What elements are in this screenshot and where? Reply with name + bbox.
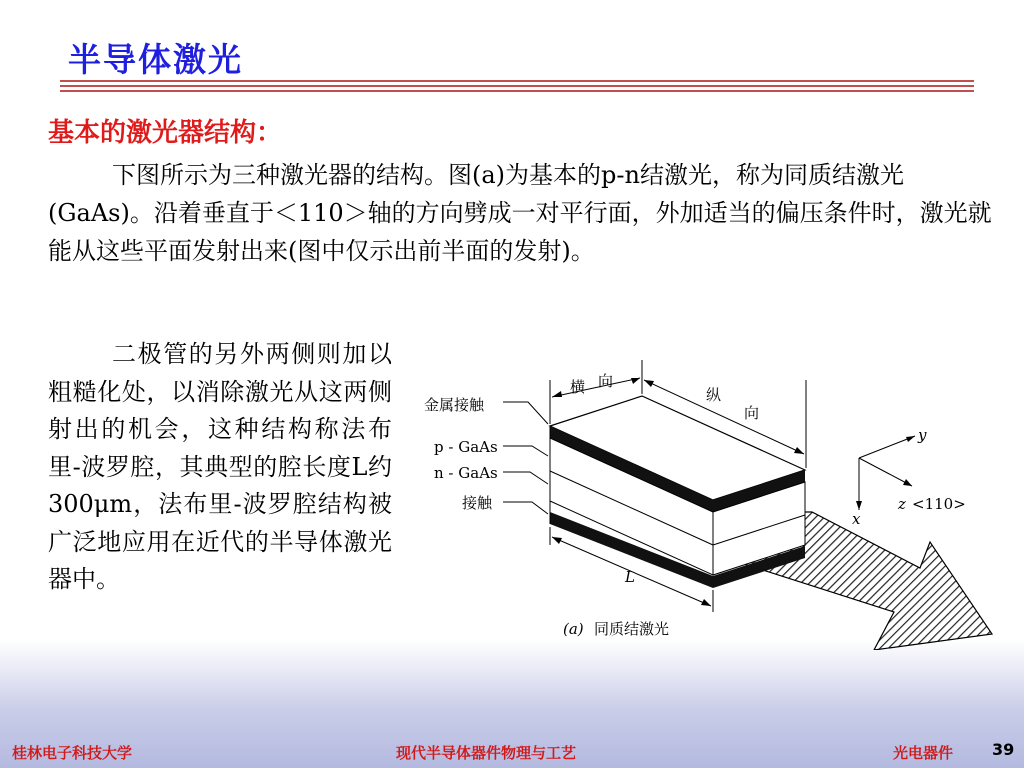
- figure-caption: 同质结激光: [594, 620, 670, 638]
- title-divider-line: [60, 80, 974, 82]
- slide-title: 半导体激光: [68, 40, 243, 79]
- label-n-gaas: n - GaAs: [434, 464, 498, 482]
- intro-paragraph: 下图所示为三种激光器的结构。图(a)为基本的p-n结激光，称为同质结激光 (GaAs)。沿着垂直于＜110＞轴的方向劈成一对平行面，外加适当的偏压条件时，激光就能从这些平面发射出来(图中仅示出前半面的发射)。: [48, 161, 992, 265]
- label-metal-contact: 金属接触: [424, 396, 485, 414]
- label-longitudinal-1: 纵: [706, 386, 722, 404]
- lateral-dimension-line: [552, 378, 640, 397]
- footer-chapter: 光电器件: [893, 744, 954, 762]
- axis-x-label: x: [852, 510, 861, 528]
- label-p-gaas: p - GaAs: [434, 438, 498, 456]
- label-length: L: [625, 568, 635, 586]
- axis-y-label: y: [918, 426, 927, 444]
- axis-y-line: [859, 436, 915, 458]
- page-number: 39: [992, 740, 1015, 759]
- label-lateral-2: 向: [598, 372, 614, 390]
- label-contact: 接触: [462, 494, 493, 512]
- label-lateral-1: 横: [570, 378, 586, 396]
- side-paragraph: 二极管的另外两侧则加以粗糙化处，以消除激光从这两侧射出的机会，这种结构称法布里-波罗腔，其典型的腔长度L约300μm，法布里-波罗腔结构被广泛地应用在近代的半导体激光器中。: [48, 340, 392, 593]
- label-longitudinal-2: 向: [744, 404, 760, 422]
- axis-z-label: z: [898, 495, 906, 513]
- axis-z-line: [859, 458, 912, 486]
- title-divider-line: [60, 90, 974, 92]
- section-heading: 基本的激光器结构：: [48, 118, 283, 148]
- footer-university: 桂林电子科技大学: [12, 744, 133, 762]
- homojunction-laser-diagram: [400, 360, 1000, 650]
- title-divider-line: [60, 85, 974, 87]
- footer-course: 现代半导体器件物理与工艺: [396, 744, 577, 762]
- figure-caption-tag: (a): [563, 620, 584, 638]
- axis-z-direction: <110>: [912, 495, 966, 513]
